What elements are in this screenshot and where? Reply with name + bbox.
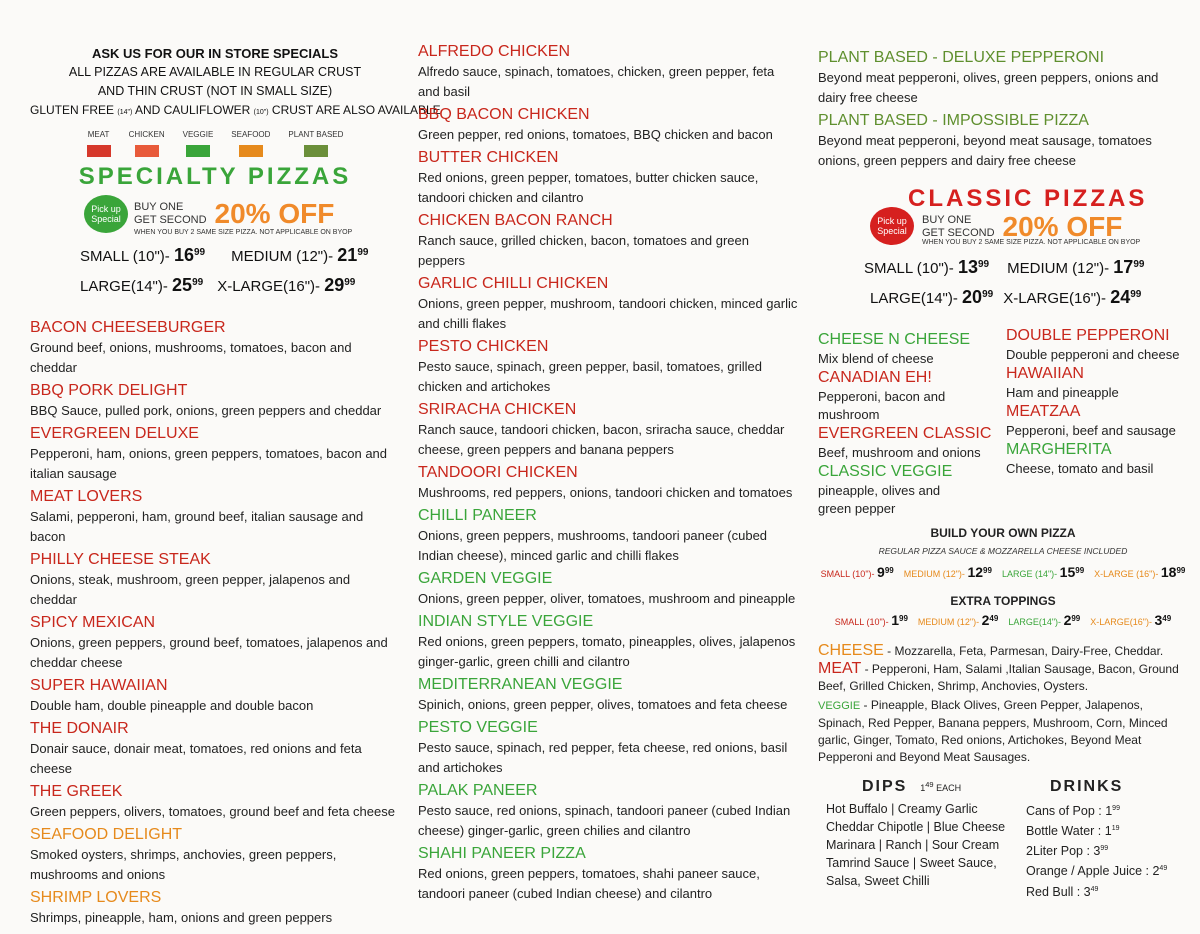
legend-meat: MEAT — [87, 130, 111, 157]
menu-item: SHAHI PANEER PIZZA Red onions, green peppers, tomatoes, shahi paneer sauce, tandoori paneer (cubed Indian cheese) and cilantro — [418, 845, 760, 901]
menu-item: CHEESE N CHEESE Mix blend of cheese — [818, 331, 971, 366]
topping-cheese: CHEESE - Mozzarella, Feta, Parmesan, Dairy-Free, Cheddar. — [818, 642, 1164, 659]
notice-specials: ASK US FOR OUR IN STORE SPECIALS — [91, 46, 339, 61]
legend-veggie: VEGGIE — [183, 130, 214, 157]
list-item: Cheddar Chipotle | Blue Cheese — [826, 820, 1006, 834]
list-item: Bottle Water : $1^{19}$ — [1026, 824, 1120, 839]
byo-prices — [818, 564, 1188, 580]
menu-item: PHILLY CHEESE STEAK Onions, steak, mushroom, green pepper, jalapenos and cheddar — [30, 551, 351, 607]
extra-large: LARGE(14")- $2^{99}$ — [1008, 612, 1081, 628]
discount-text: 20% OFF — [214, 198, 335, 229]
price-large: LARGE(14")- $25^{99}$ — [80, 275, 204, 295]
menu-item: MEAT LOVERS Salami, pepperoni, ham, ground beef, italian sausage and bacon — [30, 488, 364, 544]
promo-note: WHEN YOU BUY 2 SAME SIZE PIZZA. NOT APPLICABLE ON BYOP — [134, 229, 353, 236]
menu-item: PLANT BASED - IMPOSSIBLE PIZZA Beyond meat pepperoni, beyond meat sausage, tomatoes onions, green peppers and dairy free cheese — [818, 112, 1152, 168]
list-item: Red Bull : $3^{49}$ — [1026, 884, 1099, 899]
menu-item: CHICKEN BACON RANCH Ranch sauce, grilled chicken, bacon, tomatoes and green peppers — [418, 212, 749, 268]
menu-item: EVERGREEN CLASSIC Beef, mushroom and onions — [818, 425, 992, 460]
classic-prices — [864, 252, 1188, 312]
byo-medium: MEDIUM (12")- $12^{99}$ — [903, 564, 992, 580]
extra-prices — [818, 612, 1188, 628]
menu-item: SUPER HAWAIIAN Double ham, double pineapple and double bacon — [30, 677, 314, 713]
menu-item: TANDOORI CHICKEN Mushrooms, red peppers, onions, tandoori chicken and tomatoes — [418, 464, 793, 500]
specialty-list — [30, 318, 400, 928]
notice-crust-2: AND THIN CRUST (NOT IN SMALL SIZE) — [97, 84, 333, 98]
menu-item: MARGHERITA Cheese, tomato and basil — [1006, 441, 1154, 476]
menu-item: SHRIMP LOVERS Shrimps, pineapple, ham, onions and green peppers — [30, 889, 333, 925]
dips-list — [826, 800, 1026, 890]
byo-title: BUILD YOUR OWN PIZZA — [930, 526, 1076, 540]
list-item: Cans of Pop : $1^{99}$ — [1026, 804, 1120, 819]
drinks-section — [1026, 778, 1186, 901]
list-item: 2Liter Pop : $3^{99}$ — [1026, 844, 1109, 859]
menu-item: DOUBLE PEPPERONI Double pepperoni and cheese — [1006, 327, 1180, 362]
discount-text: 20% OFF — [1002, 211, 1123, 242]
menu-item: GARDEN VEGGIE Onions, green pepper, oliver, tomatoes, mushroom and pineapple — [418, 570, 796, 606]
menu-item: PLANT BASED - DELUXE PEPPERONI Beyond meat pepperoni, olives, green peppers, onions and dairy free cheese — [818, 49, 1159, 105]
drinks-list — [1026, 800, 1186, 901]
menu-item: THE DONAIR Donair sauce, donair meat, tomatoes, red onions and feta cheese — [30, 720, 362, 776]
menu-item: PESTO VEGGIE Pesto sauce, spinach, red pepper, feta cheese, red onions, basil and artichokes — [418, 719, 788, 775]
buy-one-text: BUY ONE GET SECOND — [922, 214, 995, 239]
list-item: Orange / Apple Juice : $2^{49}$ — [1026, 864, 1168, 879]
menu-item: EVERGREEN DELUXE Pepperoni, ham, onions, green peppers, tomatoes, bacon and italian sausage — [30, 425, 388, 481]
classic-list — [818, 327, 1188, 518]
legend-plant-based: PLANT BASED — [288, 130, 343, 157]
classic-right — [1006, 326, 1186, 518]
menu-item: SRIRACHA CHICKEN Ranch sauce, tandoori chicken, bacon, sriracha sauce, cheddar cheese, green peppers and banana peppers — [418, 401, 785, 457]
menu-item: MEDITERRANEAN VEGGIE Spinich, onions, green pepper, olives, tomatoes and feta cheese — [418, 676, 788, 712]
buy-one-text: BUY ONE GET SECOND — [134, 201, 207, 226]
drinks-title: DRINKS — [1050, 778, 1124, 795]
category-legend — [30, 130, 400, 157]
legend-swatch — [304, 145, 328, 157]
column-chicken-veggie — [418, 42, 798, 907]
notice-crust-1: ALL PIZZAS ARE AVAILABLE IN REGULAR CRUST — [68, 65, 362, 79]
menu-item: BBQ PORK DELIGHT BBQ Sauce, pulled pork, onions, green peppers and cheddar — [30, 382, 382, 418]
column-specialty — [30, 0, 441, 931]
column-classic — [818, 48, 1188, 901]
legend-swatch — [186, 145, 210, 157]
menu-item: BUTTER CHICKEN Red onions, green pepper, tomatoes, butter chicken sauce, tandoori chicken and cilantro — [418, 149, 759, 205]
promo-note: WHEN YOU BUY 2 SAME SIZE PIZZA. NOT APPLICABLE ON BYOP — [922, 239, 1141, 246]
legend-swatch — [135, 145, 159, 157]
menu-item: CANADIAN EH! Pepperoni, bacon and mushroom — [818, 369, 946, 422]
menu-item: ALFREDO CHICKEN Alfredo sauce, spinach, tomatoes, chicken, green pepper, feta and basil — [418, 43, 775, 99]
dips-title: DIPS $1^{49}$ EACH — [862, 778, 962, 795]
legend-seafood: SEAFOOD — [231, 130, 270, 157]
menu-item: GARLIC CHILLI CHICKEN Onions, green pepper, mushroom, tandoori chicken, minced garlic and chilli flakes — [418, 275, 798, 331]
topping-meat: MEAT - Pepperoni, Ham, Salami ,Italian Sausage, Bacon, Ground Beef, Grilled Chicken, Shrimp, Anchovies, Oysters. — [818, 660, 1179, 693]
topping-list — [818, 642, 1188, 766]
menu-item: SEAFOOD DELIGHT Smoked oysters, shrimps, anchovies, green peppers, mushrooms and onions — [30, 826, 337, 882]
extra-medium: MEDIUM (12")- $2^{49}$ — [917, 612, 999, 628]
price-medium: MEDIUM (12")- $21^{99}$ — [231, 245, 369, 265]
price-large: LARGE(14")- $20^{99}$ — [870, 287, 994, 307]
specialty-promo — [84, 195, 400, 233]
list-item: Tamrind Sauce | Sweet Sauce, — [826, 856, 997, 870]
dips-drinks — [818, 778, 1188, 901]
price-small: SMALL (10")- $16^{99}$ — [80, 245, 206, 265]
price-xlarge: X-LARGE(16")- $24^{99}$ — [1003, 287, 1142, 307]
menu-item: INDIAN STYLE VEGGIE Red onions, green peppers, tomato, pineapples, olives, jalapenos ginger-garlic, green chilli and cilantro — [418, 613, 796, 669]
price-small: SMALL (10")- $13^{99}$ — [864, 257, 990, 277]
menu-item: BBQ BACON CHICKEN Green pepper, red onions, tomatoes, BBQ chicken and bacon — [418, 106, 773, 142]
extra-toppings-title: EXTRA TOPPINGS — [950, 594, 1056, 608]
store-notice — [30, 44, 441, 122]
menu-item: CLASSIC VEGGIE pineapple, olives and green pepper — [818, 463, 953, 516]
price-xlarge: X-LARGE(16")- $29^{99}$ — [217, 275, 356, 295]
legend-swatch — [87, 145, 111, 157]
dips-section — [818, 778, 1026, 901]
menu-item: HAWAIIAN Ham and pineapple — [1006, 365, 1119, 400]
menu-item: SPICY MEXICAN Onions, green peppers, ground beef, tomatoes, jalapenos and cheddar cheese — [30, 614, 388, 670]
notice-crust-3: GLUTEN FREE (14") AND CAULIFLOWER (10") CRUST ARE ALSO AVAILABLE — [30, 103, 441, 117]
extra-xlarge: X-LARGE(16")- $3^{49}$ — [1090, 612, 1172, 628]
byo-xlarge: X-LARGE (16")- $18^{99}$ — [1094, 564, 1186, 580]
list-item: Hot Buffalo | Creamy Garlic — [826, 802, 978, 816]
specialty-title: SPECIALTY PIZZAS — [78, 163, 352, 190]
menu-item: CHILLI PANEER Onions, green peppers, mushrooms, tandoori paneer (cubed Indian cheese), minced garlic and chilli flakes — [418, 507, 768, 563]
legend-chicken: CHICKEN — [129, 130, 165, 157]
byo-small: SMALL (10")- $9^{99}$ — [820, 564, 894, 580]
menu-item: PALAK PANEER Pesto sauce, red onions, spinach, tandoori paneer (cubed Indian cheese) ginger-garlic, green chilies and cilantro — [418, 782, 791, 838]
classic-left — [818, 330, 1006, 518]
classic-title: CLASSIC PIZZAS — [908, 185, 1148, 212]
price-medium: MEDIUM (12")- $17^{99}$ — [1007, 257, 1145, 277]
byo-subtitle: REGULAR PIZZA SAUCE & MOZZARELLA CHEESE INCLUDED — [878, 546, 1128, 556]
extra-small: SMALL (10")- $1^{99}$ — [834, 612, 908, 628]
byo-large: LARGE (14")- $15^{99}$ — [1001, 564, 1085, 580]
menu-item: MEATZAA Pepperoni, beef and sausage — [1006, 403, 1176, 438]
pickup-special-bubble: Pick up Special — [870, 207, 914, 245]
list-item: Marinara | Ranch | Sour Cream — [826, 838, 1000, 852]
list-item: Salsa, Sweet Chilli — [826, 874, 930, 888]
menu-item: THE GREEK Green peppers, olivers, tomatoes, ground beef and feta cheese — [30, 783, 395, 819]
legend-swatch — [239, 145, 263, 157]
pickup-special-bubble: Pick up Special — [84, 195, 128, 233]
topping-veggie: VEGGIE - Pineapple, Black Olives, Green Pepper, Jalapenos, Spinach, Red Pepper, Banana peppers, Mushroom, Corn, Minced garlic, Ginger, Tomato, Red onions, Artichokes, Beyond Meat Pepperoni and Beyond Meat Sausages. — [818, 698, 1168, 764]
menu-item: PESTO CHICKEN Pesto sauce, spinach, green pepper, basil, tomatoes, grilled chicken and artichokes — [418, 338, 762, 394]
classic-header — [818, 185, 1188, 246]
menu-item: BACON CHEESEBURGER Ground beef, onions, mushrooms, tomatoes, bacon and cheddar — [30, 319, 352, 375]
specialty-prices — [80, 240, 400, 300]
